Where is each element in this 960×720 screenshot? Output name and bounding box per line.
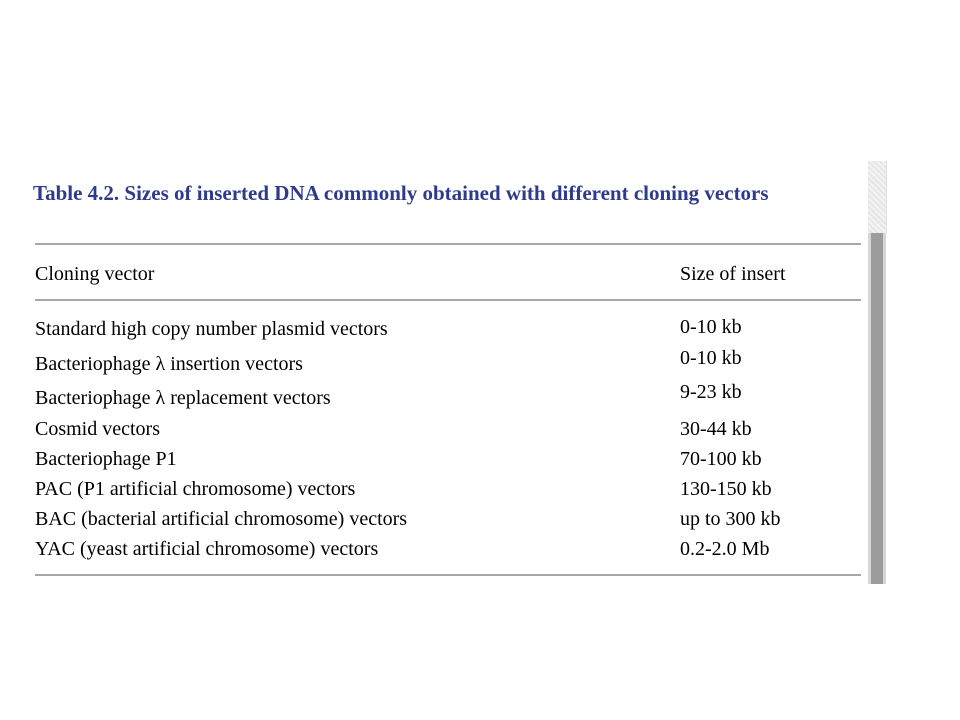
row-vector: Standard high copy number plasmid vectors [35, 318, 388, 340]
row-vector: Bacteriophage λ replacement vectors [35, 387, 331, 409]
row-size: 9-23 kb [680, 381, 742, 403]
table-title: Table 4.2. Sizes of inserted DNA commonly obtained with different cloning vectors [33, 181, 769, 205]
row-vector: PAC (P1 artificial chromosome) vectors [35, 478, 356, 500]
row-size: 130-150 kb [680, 478, 772, 500]
row-vector: BAC (bacterial artificial chromosome) vectors [35, 508, 408, 530]
table-bottom-rule [35, 574, 861, 576]
scrollbar-thumb[interactable] [871, 233, 883, 584]
row-vector: YAC (yeast artificial chromosome) vectors [35, 538, 379, 560]
row-size: 70-100 kb [680, 448, 762, 470]
row-size: 0-10 kb [680, 316, 742, 338]
row-vector: Bacteriophage P1 [35, 448, 177, 470]
row-size: up to 300 kb [680, 508, 781, 530]
vertical-scrollbar[interactable] [868, 161, 886, 584]
table-header-rule [35, 299, 861, 301]
header-size-of-insert: Size of insert [680, 263, 786, 285]
row-size: 0.2-2.0 Mb [680, 538, 770, 560]
row-vector: Cosmid vectors [35, 418, 160, 440]
header-cloning-vector: Cloning vector [35, 263, 155, 285]
scrollbar-track[interactable] [868, 161, 887, 233]
row-size: 0-10 kb [680, 347, 742, 369]
row-vector: Bacteriophage λ insertion vectors [35, 353, 303, 375]
row-size: 30-44 kb [680, 418, 752, 440]
table-top-rule [35, 243, 861, 245]
